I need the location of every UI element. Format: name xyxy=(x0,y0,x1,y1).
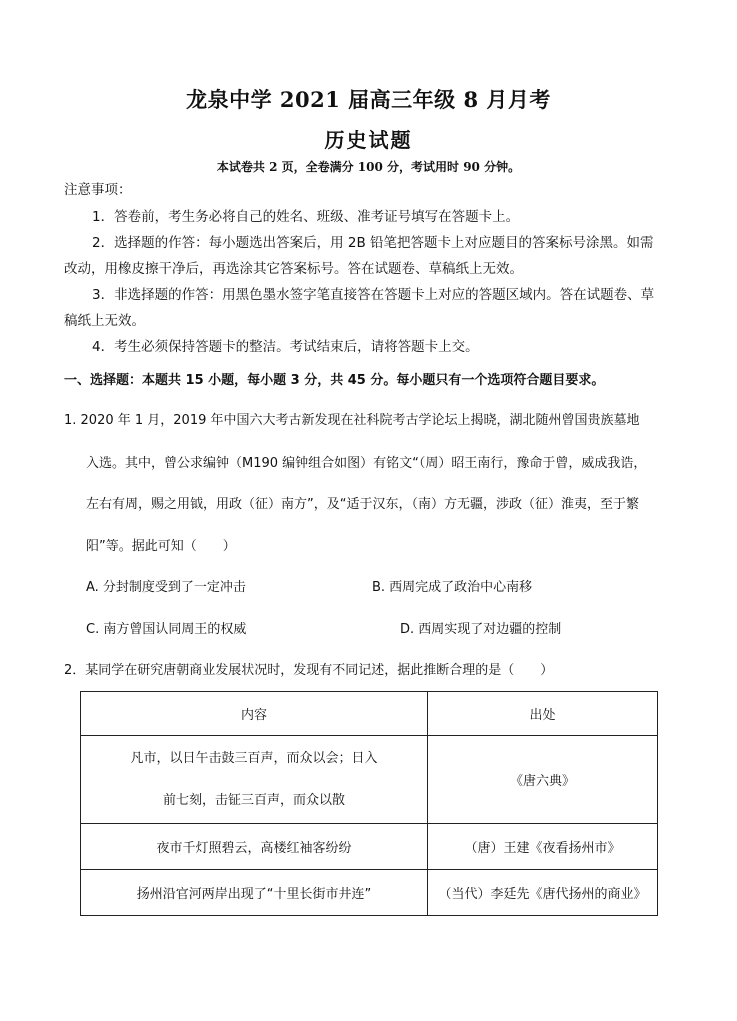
note-item-1: 1．答卷前，考生务必将自己的姓名、班级、准考证号填写在答题卡上。 xyxy=(92,209,520,225)
note-item-4: 4．考生必须保持答题卡的整洁。考试结束后，请将答题卡上交。 xyxy=(92,339,479,355)
table-cell-content xyxy=(81,736,428,824)
notes-heading: 注意事项： xyxy=(64,182,132,198)
source-table xyxy=(80,691,658,916)
question-1-line-4: 阳”等。据此可知（ ） xyxy=(86,539,236,554)
table-row xyxy=(81,870,658,916)
subject-title: 历史试题 xyxy=(324,128,413,152)
table-header-content: 内容 xyxy=(81,692,428,736)
row-1-content-line-2: 前七刻，击钲三百声，而众以散 xyxy=(162,792,345,808)
question-1-option-d: D. 西周实现了对边疆的控制 xyxy=(400,622,562,637)
note-item-3-line-2: 稿纸上无效。 xyxy=(64,313,145,329)
exam-title: 龙泉中学 2021 届高三年级 8 月月考 xyxy=(186,87,551,112)
table-row xyxy=(81,736,658,824)
question-1-option-c: C. 南方曾国认同周王的权威 xyxy=(86,622,247,637)
question-1-line-1: 1. 2020 年 1 月，2019 年中国六大考古新发现在社科院考古学论坛上揭晓，湖北随州曾国贵族墓地 xyxy=(64,413,640,428)
table-header-source: 出处 xyxy=(428,692,658,736)
row-2-source: （唐）王建《夜看扬州市》 xyxy=(428,824,658,870)
note-item-2-line-2: 改动，用橡皮擦干净后，再选涂其它答案标号。答在试题卷、草稿纸上无效。 xyxy=(64,261,523,277)
exam-info: 本试卷共 2 页，全卷满分 100 分，考试用时 90 分钟。 xyxy=(216,160,521,174)
row-3-content: 扬州沿官河两岸出现了“十里长街市井连” xyxy=(81,870,428,916)
note-item-3-line-1: 3．非选择题的作答：用黑色墨水签字笔直接答在答题卡上对应的答题区域内。答在试题卷、草 xyxy=(92,287,655,303)
row-3-source: （当代）李廷先《唐代扬州的商业》 xyxy=(428,870,658,916)
question-1-option-b: B. 西周完成了政治中心南移 xyxy=(372,580,533,595)
row-2-content: 夜市千灯照碧云，高楼红袖客纷纷 xyxy=(81,824,428,870)
question-1-line-2: 入选。其中，曾公求编钟（M190 编钟组合如图）有铭文“（周）昭王南行，豫命于曾，威成我诰， xyxy=(86,456,647,471)
question-2-stem: 2．某同学在研究唐朝商业发展状况时，发现有不同记述，据此推断合理的是（ ） xyxy=(64,663,554,678)
table-row xyxy=(81,824,658,870)
row-1-source: 《唐六典》 xyxy=(428,736,658,824)
row-1-content-line-1: 凡市，以日午击鼓三百声，而众以会；日入 xyxy=(130,750,378,766)
note-item-2-line-1: 2．选择题的作答：每小题选出答案后，用 2B 铅笔把答题卡上对应题目的答案标号涂黑。如需 xyxy=(92,235,654,251)
question-1-option-a: A. 分封制度受到了一定冲击 xyxy=(86,580,246,595)
table-header-row xyxy=(81,692,658,736)
question-1-line-3: 左右有周，赐之用钺，用政（征）南方”，及“适于汉东，（南）方无疆，涉政（征）淮夷，至于繁 xyxy=(86,497,639,512)
section-1-heading: 一、选择题：本题共 15 小题，每小题 3 分，共 45 分。每小题只有一个选项符合题目要求。 xyxy=(64,373,605,388)
